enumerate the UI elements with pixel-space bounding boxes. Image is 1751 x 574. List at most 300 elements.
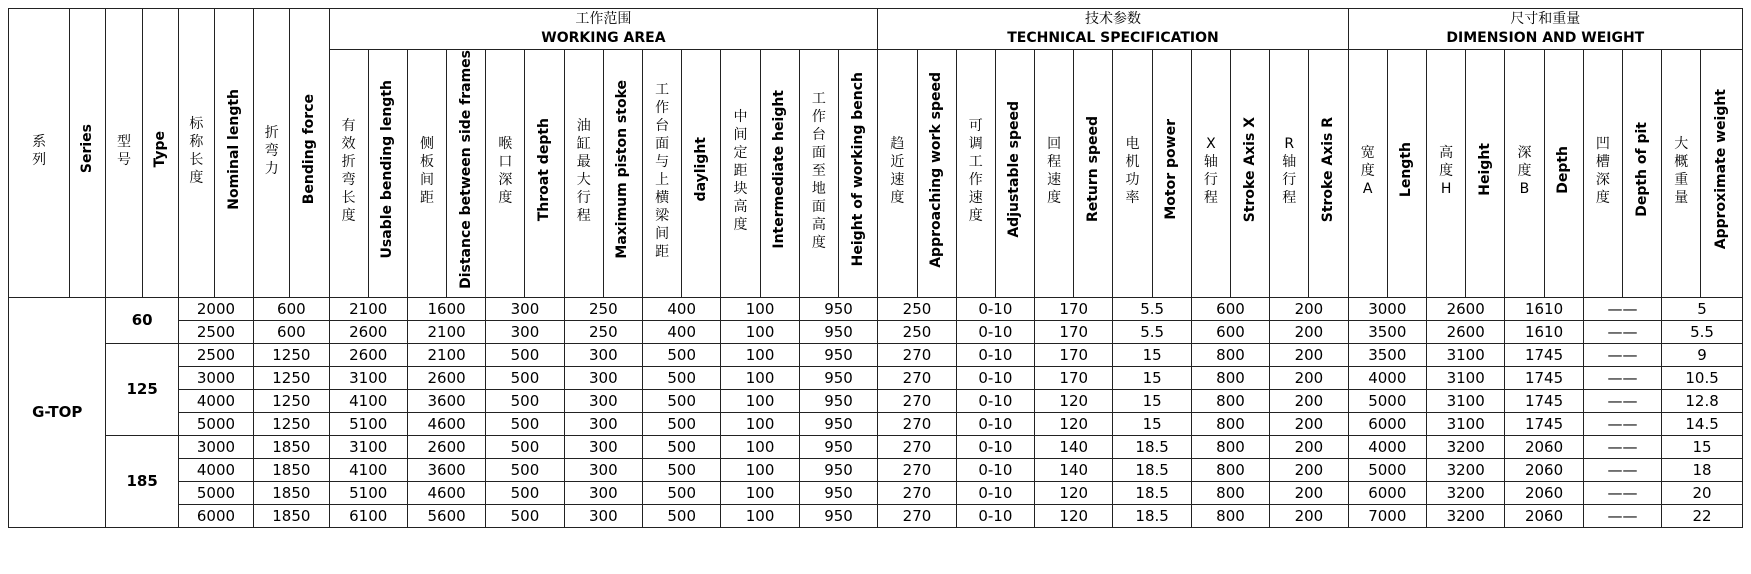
table-cell: 3100 [1427, 389, 1505, 412]
table-cell: 500 [643, 389, 721, 412]
header-force-cn [254, 9, 290, 298]
table-cell: 950 [799, 389, 878, 412]
table-cell: 4000 [1348, 366, 1426, 389]
spec-table-container [8, 8, 1743, 528]
header-label-cn: R 轴 行 程 [1282, 136, 1297, 207]
header-label-en: Usable bending length [379, 80, 396, 259]
table-cell: 300 [486, 320, 564, 343]
table-body [9, 297, 1743, 527]
table-cell: 500 [486, 504, 564, 527]
table-row [9, 343, 1743, 366]
table-cell: 14.5 [1662, 412, 1743, 435]
table-cell: —— [1583, 343, 1661, 366]
table-cell: —— [1583, 435, 1661, 458]
table-cell: 500 [643, 481, 721, 504]
group-dimension [1348, 9, 1742, 50]
table-cell: 15 [1113, 366, 1191, 389]
table-cell: 300 [564, 504, 642, 527]
table-cell: 2060 [1505, 481, 1583, 504]
header-adjust-en [995, 50, 1034, 298]
table-cell: 3600 [407, 389, 485, 412]
table-cell: 600 [1191, 320, 1269, 343]
table-cell: 300 [564, 481, 642, 504]
table-cell: 140 [1035, 458, 1113, 481]
header-label-en: Type [151, 130, 168, 168]
table-cell: 270 [878, 504, 956, 527]
header-label-en: Approximate weight [1713, 89, 1730, 250]
table-cell: 1745 [1505, 343, 1583, 366]
table-row [9, 297, 1743, 320]
table-cell: 3000 [178, 366, 253, 389]
table-cell: 1250 [254, 366, 329, 389]
table-cell: 2600 [1427, 297, 1505, 320]
group-working-area-en: WORKING AREA [541, 30, 666, 46]
table-cell: 170 [1035, 320, 1113, 343]
table-cell: 270 [878, 435, 956, 458]
header-label-cn: 标 称 长 度 [189, 115, 204, 186]
table-cell: 2100 [407, 343, 485, 366]
table-cell: 0-10 [956, 343, 1034, 366]
table-cell: —— [1583, 481, 1661, 504]
table-cell: 200 [1270, 481, 1348, 504]
header-label-en: Motor power [1163, 119, 1180, 220]
table-cell: 950 [799, 297, 878, 320]
table-cell: 15 [1113, 343, 1191, 366]
table-cell: 500 [486, 481, 564, 504]
table-cell: 1745 [1505, 366, 1583, 389]
table-cell: 500 [486, 389, 564, 412]
table-cell: 100 [721, 366, 799, 389]
table-cell: 950 [799, 481, 878, 504]
table-cell: 400 [643, 320, 721, 343]
header-b-cn [1505, 50, 1544, 298]
table-cell: 18.5 [1113, 504, 1191, 527]
table-row [9, 458, 1743, 481]
table-cell: 15 [1113, 412, 1191, 435]
group-technical-en: TECHNICAL SPECIFICATION [1007, 30, 1219, 46]
header-frames-cn [407, 50, 446, 298]
table-cell: 5100 [329, 481, 407, 504]
table-cell: 500 [643, 343, 721, 366]
table-cell: 1745 [1505, 389, 1583, 412]
table-cell: 7000 [1348, 504, 1426, 527]
header-daylight-en [682, 50, 721, 298]
header-label-cn: 凹 槽 深 度 [1595, 136, 1610, 207]
header-label-en: Length [1398, 141, 1415, 197]
table-cell: 4000 [178, 389, 253, 412]
table-cell: 5000 [178, 481, 253, 504]
header-label-en: Height of working bench [849, 72, 866, 267]
header-label-en: Depth of pit [1633, 122, 1650, 217]
table-cell: 250 [564, 297, 642, 320]
header-a-cn [1348, 50, 1387, 298]
header-label-en: daylight [692, 137, 709, 202]
header-label-cn: 有 效 折 弯 长 度 [341, 118, 356, 225]
table-cell: 4600 [407, 412, 485, 435]
table-cell: 3100 [1427, 412, 1505, 435]
table-cell: 12.8 [1662, 389, 1743, 412]
table-cell: 100 [721, 412, 799, 435]
table-cell: 1850 [254, 504, 329, 527]
header-label-en: Bending force [300, 93, 317, 205]
table-cell: 500 [486, 412, 564, 435]
table-cell: 0-10 [956, 366, 1034, 389]
header-pit-cn [1583, 50, 1622, 298]
header-label-cn: 电 机 功 率 [1125, 136, 1140, 207]
table-cell: 120 [1035, 389, 1113, 412]
group-technical-cn: 技术参数 [1084, 11, 1141, 27]
table-cell: —— [1583, 297, 1661, 320]
header-type-en [142, 9, 178, 298]
table-cell: 1250 [254, 389, 329, 412]
table-cell: 5000 [1348, 389, 1426, 412]
table-cell: 270 [878, 458, 956, 481]
header-label-cn: 工 作 台 面 与 上 横 梁 间 距 [655, 82, 670, 261]
table-cell: 200 [1270, 343, 1348, 366]
table-cell: 100 [721, 297, 799, 320]
header-label-en: Return speed [1084, 116, 1101, 223]
table-cell: 2000 [178, 297, 253, 320]
header-label-cn: 油 缸 最 大 行 程 [576, 118, 591, 225]
table-cell: 0-10 [956, 320, 1034, 343]
header-label-cn: 侧 板 间 距 [420, 136, 434, 207]
header-h-en [1466, 50, 1505, 298]
header-label-en: Nominal length [225, 88, 242, 210]
table-cell: 1745 [1505, 412, 1583, 435]
table-cell: 4100 [329, 458, 407, 481]
header-bench-cn [799, 50, 838, 298]
header-r-en [1309, 50, 1348, 298]
table-cell: —— [1583, 458, 1661, 481]
header-label-en: Intermediate height [771, 90, 788, 249]
header-label-cn: 高 度 H [1439, 145, 1454, 198]
table-cell: 4100 [329, 389, 407, 412]
table-cell: 3100 [329, 366, 407, 389]
table-cell: 950 [799, 504, 878, 527]
table-cell: 2100 [407, 320, 485, 343]
group-technical [878, 9, 1348, 50]
type-cell: 125 [106, 343, 178, 435]
header-approach-en [917, 50, 956, 298]
table-cell: 2600 [329, 320, 407, 343]
table-cell: 3200 [1427, 458, 1505, 481]
table-cell: 170 [1035, 343, 1113, 366]
table-cell: 6000 [1348, 412, 1426, 435]
header-label-en: Maximum piston stoke [614, 80, 631, 259]
table-cell: 0-10 [956, 297, 1034, 320]
table-cell: 600 [1191, 297, 1269, 320]
table-cell: 300 [564, 389, 642, 412]
table-cell: 950 [799, 412, 878, 435]
header-inter-en [760, 50, 799, 298]
header-label-cn: 工 作 台 面 至 地 面 高 度 [811, 91, 826, 252]
table-cell: 2060 [1505, 458, 1583, 481]
group-working-area-cn: 工作范围 [575, 11, 632, 27]
table-cell: 2500 [178, 320, 253, 343]
header-label-cn: 折 弯 力 [264, 124, 279, 177]
table-cell: 5 [1662, 297, 1743, 320]
table-cell: 22 [1662, 504, 1743, 527]
table-cell: 2600 [407, 366, 485, 389]
table-cell: —— [1583, 320, 1661, 343]
table-cell: 270 [878, 481, 956, 504]
table-cell: —— [1583, 504, 1661, 527]
table-cell: 3600 [407, 458, 485, 481]
table-cell: 1610 [1505, 320, 1583, 343]
header-label-en: Adjustable speed [1006, 101, 1023, 238]
table-cell: 300 [564, 458, 642, 481]
table-cell: 2600 [407, 435, 485, 458]
group-working-area [329, 9, 878, 50]
header-a-en [1387, 50, 1426, 298]
table-cell: 140 [1035, 435, 1113, 458]
header-label-en: Throat depth [536, 117, 553, 222]
table-cell: 800 [1191, 504, 1269, 527]
header-label-cn: 大 概 重 量 [1674, 136, 1689, 207]
table-cell: 500 [486, 366, 564, 389]
table-cell: —— [1583, 412, 1661, 435]
table-cell: 120 [1035, 412, 1113, 435]
table-cell: 1600 [407, 297, 485, 320]
table-cell: 5100 [329, 412, 407, 435]
type-cell: 185 [106, 435, 178, 527]
table-cell: 300 [564, 366, 642, 389]
table-cell: 0-10 [956, 458, 1034, 481]
table-cell: 18.5 [1113, 481, 1191, 504]
table-cell: 500 [643, 412, 721, 435]
table-row [9, 320, 1743, 343]
table-cell: 250 [564, 320, 642, 343]
table-row [9, 481, 1743, 504]
table-cell: 500 [643, 435, 721, 458]
header-daylight-cn [643, 50, 682, 298]
table-row [9, 366, 1743, 389]
series-cell: G-TOP [9, 297, 106, 527]
table-cell: 500 [486, 435, 564, 458]
table-cell: 950 [799, 343, 878, 366]
table-cell: 4600 [407, 481, 485, 504]
table-cell: 300 [564, 435, 642, 458]
table-cell: 1250 [254, 412, 329, 435]
header-label-cn: 中 间 定 距 块 高 度 [733, 109, 748, 234]
table-cell: 1610 [1505, 297, 1583, 320]
table-cell: 100 [721, 504, 799, 527]
table-cell: 300 [564, 343, 642, 366]
header-throat-en [525, 50, 564, 298]
table-cell: 3100 [329, 435, 407, 458]
table-cell: 950 [799, 320, 878, 343]
header-nominal-cn [178, 9, 214, 298]
table-cell: 1850 [254, 435, 329, 458]
header-label-en: Depth [1555, 145, 1572, 194]
table-cell: 6000 [1348, 481, 1426, 504]
table-cell: 800 [1191, 366, 1269, 389]
table-cell: 250 [878, 297, 956, 320]
table-cell: 120 [1035, 481, 1113, 504]
header-series-cn [9, 9, 70, 298]
table-cell: 800 [1191, 481, 1269, 504]
table-cell: 0-10 [956, 481, 1034, 504]
table-cell: 5.5 [1113, 320, 1191, 343]
header-bench-en [838, 50, 877, 298]
header-piston-cn [564, 50, 603, 298]
header-piston-en [603, 50, 642, 298]
spec-table [8, 8, 1743, 528]
header-label-cn: 宽 度 A [1360, 145, 1375, 198]
table-cell: 600 [254, 297, 329, 320]
table-cell: 18.5 [1113, 435, 1191, 458]
table-cell: 15 [1662, 435, 1743, 458]
header-label-cn: X 轴 行 程 [1203, 136, 1218, 207]
header-label-en: Height [1476, 143, 1493, 196]
table-row [9, 389, 1743, 412]
table-row [9, 504, 1743, 527]
table-cell: 100 [721, 389, 799, 412]
table-cell: 0-10 [956, 389, 1034, 412]
header-label-en: Stroke Axis R [1320, 116, 1336, 223]
table-cell: 270 [878, 412, 956, 435]
table-cell: 200 [1270, 412, 1348, 435]
table-cell: 18 [1662, 458, 1743, 481]
table-cell: 5000 [1348, 458, 1426, 481]
table-cell: 950 [799, 458, 878, 481]
table-cell: 270 [878, 366, 956, 389]
type-cell: 60 [106, 297, 178, 343]
header-motor-cn [1113, 50, 1152, 298]
header-x-en [1231, 50, 1270, 298]
table-cell: 15 [1113, 389, 1191, 412]
header-motor-en [1152, 50, 1191, 298]
header-label-cn: 趋 近 速 度 [890, 136, 905, 207]
table-cell: 170 [1035, 297, 1113, 320]
table-cell: 0-10 [956, 504, 1034, 527]
table-cell: 200 [1270, 504, 1348, 527]
table-cell: —— [1583, 366, 1661, 389]
header-label-en: Series [79, 124, 96, 174]
header-label-cn: 喉 口 深 度 [498, 136, 513, 207]
table-cell: 0-10 [956, 412, 1034, 435]
table-cell: 950 [799, 435, 878, 458]
header-usable-en [368, 50, 407, 298]
table-row [9, 412, 1743, 435]
group-dimension-cn: 尺寸和重量 [1510, 11, 1581, 27]
table-row [9, 435, 1743, 458]
table-cell: 2100 [329, 297, 407, 320]
table-cell: 3200 [1427, 481, 1505, 504]
table-cell: 4000 [178, 458, 253, 481]
table-cell: 800 [1191, 412, 1269, 435]
header-usable-cn [329, 50, 368, 298]
table-cell: 270 [878, 389, 956, 412]
table-cell: 5.5 [1662, 320, 1743, 343]
header-adjust-cn [956, 50, 995, 298]
table-cell: 10.5 [1662, 366, 1743, 389]
table-cell: 0-10 [956, 435, 1034, 458]
table-cell: 250 [878, 320, 956, 343]
table-cell: 100 [721, 320, 799, 343]
header-weight-en [1701, 50, 1743, 298]
table-cell: 3200 [1427, 504, 1505, 527]
table-cell: 2060 [1505, 435, 1583, 458]
table-cell: 3000 [1348, 297, 1426, 320]
table-cell: 3200 [1427, 435, 1505, 458]
header-inter-cn [721, 50, 760, 298]
header-label-cn: 型 号 [117, 133, 132, 168]
table-cell: 800 [1191, 435, 1269, 458]
header-label-cn: 回 程 速 度 [1047, 136, 1062, 207]
header-throat-cn [486, 50, 525, 298]
table-cell: 5.5 [1113, 297, 1191, 320]
table-cell: 500 [643, 458, 721, 481]
table-cell: 2600 [329, 343, 407, 366]
header-x-cn [1191, 50, 1230, 298]
table-cell: 3500 [1348, 320, 1426, 343]
table-cell: 300 [486, 297, 564, 320]
header-label-cn: 系 列 [32, 133, 47, 168]
table-cell: 500 [643, 366, 721, 389]
table-cell: 4000 [1348, 435, 1426, 458]
header-pit-en [1622, 50, 1661, 298]
table-cell: 200 [1270, 389, 1348, 412]
table-cell: 5000 [178, 412, 253, 435]
table-cell: 1250 [254, 343, 329, 366]
table-cell: 200 [1270, 297, 1348, 320]
table-cell: 270 [878, 343, 956, 366]
header-b-en [1544, 50, 1583, 298]
header-nominal-en [214, 9, 253, 298]
table-cell: 1850 [254, 458, 329, 481]
table-cell: 18.5 [1113, 458, 1191, 481]
table-cell: 1850 [254, 481, 329, 504]
table-cell: 3100 [1427, 343, 1505, 366]
table-cell: 500 [643, 504, 721, 527]
table-cell: 800 [1191, 458, 1269, 481]
header-weight-cn [1662, 50, 1701, 298]
table-cell: 2600 [1427, 320, 1505, 343]
table-cell: 600 [254, 320, 329, 343]
table-cell: 100 [721, 458, 799, 481]
table-cell: 950 [799, 366, 878, 389]
header-h-cn [1427, 50, 1466, 298]
header-label-cn: 可 调 工 作 速 度 [968, 118, 983, 225]
table-cell: 200 [1270, 320, 1348, 343]
header-label-en: Distance between side frames [457, 50, 474, 289]
table-cell: 500 [486, 343, 564, 366]
header-return-en [1074, 50, 1113, 298]
header-force-en [290, 9, 329, 298]
header-series-en [70, 9, 106, 298]
table-cell: 3500 [1348, 343, 1426, 366]
table-cell: 120 [1035, 504, 1113, 527]
table-cell: 400 [643, 297, 721, 320]
group-dimension-en: DIMENSION AND WEIGHT [1446, 30, 1645, 46]
header-label-en: Approaching work speed [928, 71, 945, 268]
table-cell: 3100 [1427, 366, 1505, 389]
table-cell: 100 [721, 435, 799, 458]
table-cell: 200 [1270, 366, 1348, 389]
table-cell: 6000 [178, 504, 253, 527]
table-cell: 200 [1270, 458, 1348, 481]
table-cell: 5600 [407, 504, 485, 527]
table-cell: 200 [1270, 435, 1348, 458]
table-cell: 300 [564, 412, 642, 435]
table-cell: 2500 [178, 343, 253, 366]
table-cell: 2060 [1505, 504, 1583, 527]
table-cell: 100 [721, 343, 799, 366]
header-label-en: Stroke Axis X [1241, 116, 1258, 223]
header-frames-en [447, 50, 486, 298]
header-return-cn [1035, 50, 1074, 298]
